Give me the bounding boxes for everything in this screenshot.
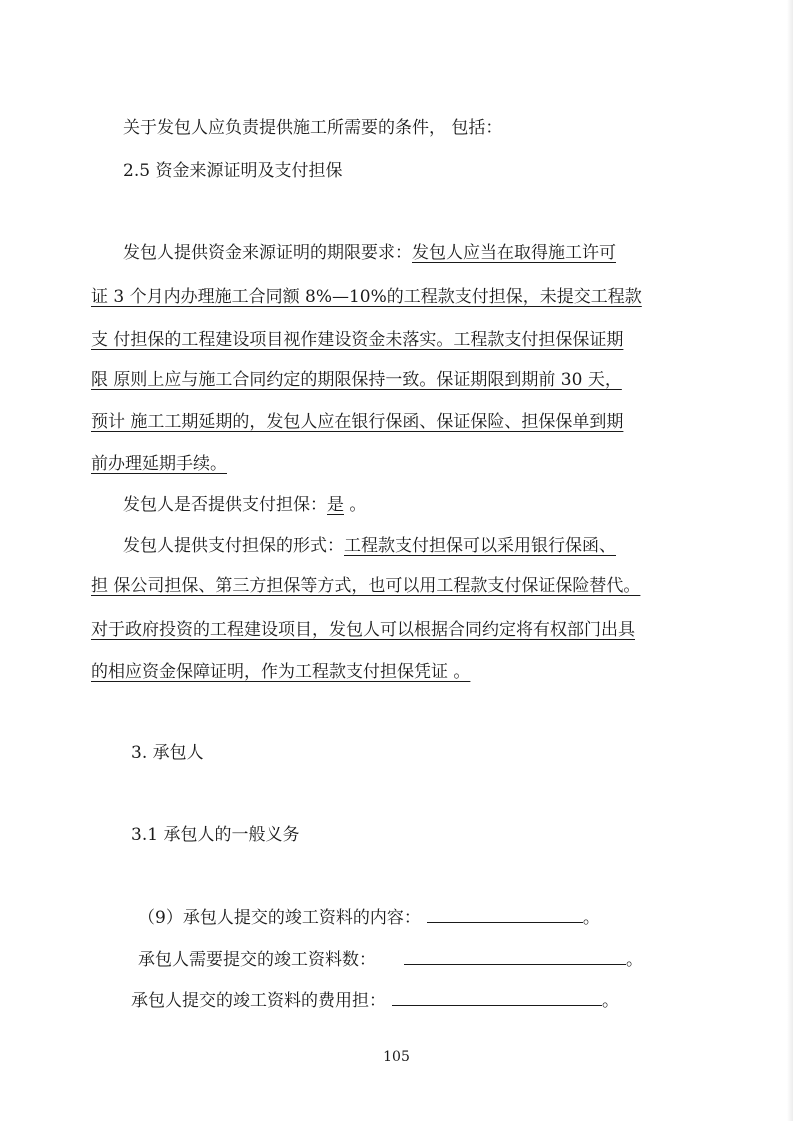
guarantee-provided-end: 。 [344,495,367,515]
completion-docs-count-blank[interactable] [404,950,626,965]
funding-proof-text: 发包人应当在取得施工许可 [412,243,616,263]
guarantee-provided [123,497,366,514]
guarantee-form-line-4: 的相应资金保障证明，作为工程款支付担保凭证 。 [91,662,471,682]
funding-proof-label: 发包人提供资金来源证明的期限要求： [123,243,412,263]
guarantee-form-line-2: 担 保公司担保、第三方担保等方式，也可以用工程款支付保证保险替代。 [91,576,641,596]
funding-proof-line-6: 前办理延期手续。 [91,454,227,474]
funding-proof-line-3: 支 付担保的工程建设项目视作建设资金未落实。工程款支付担保保证期 [91,330,624,350]
completion-docs-cost-blank[interactable] [392,991,602,1006]
completion-docs-content-label: （9）承包人提交的竣工资料的内容： [138,908,421,928]
funding-proof-line-4: 限 原则上应与施工合同约定的期限保持一致。保证期限到期前 30 天， [91,370,622,390]
completion-docs-cost [131,991,619,1010]
scan-edge-shadow [787,0,793,1121]
completion-docs-count [138,950,643,969]
funding-proof-line-5: 预计 施工工期延期的，发包人应在银行保函、保证保险、担保保单到期 [91,412,624,432]
page-number: 105 [383,1049,410,1065]
completion-docs-count-end: 。 [626,950,643,970]
guarantee-provided-value: 是 [327,495,344,515]
guarantee-form-line-1 [123,538,616,555]
completion-docs-content-blank[interactable] [427,908,583,923]
completion-docs-content [138,908,600,927]
completion-docs-count-label: 承包人需要提交的竣工资料数： [138,950,376,970]
guarantee-provided-label: 发包人是否提供支付担保： [123,495,327,515]
guarantee-form-text: 工程款支付担保可以采用银行保函、 [344,536,616,556]
funding-proof-line-2: 证 3 个月内办理施工合同额 8%—10%的工程款支付担保，未提交工程款 [91,287,642,307]
completion-docs-content-end: 。 [582,908,600,928]
section-3-heading: 3. 承包人 [131,743,204,763]
funding-proof-line-1 [123,245,616,262]
section-2-5-heading: 2.5 资金来源证明及支付担保 [123,161,343,181]
section-2-intro: 关于发包人应负责提供施工所需要的条件， 包括： [123,118,503,138]
completion-docs-cost-label: 承包人提交的竣工资料的费用担： [131,991,386,1011]
section-3-1-heading: 3.1 承包人的一般义务 [131,825,300,845]
guarantee-form-label: 发包人提供支付担保的形式： [123,536,344,556]
guarantee-form-line-3: 对于政府投资的工程建设项目，发包人可以根据合同约定将有权部门出具 [91,620,635,640]
completion-docs-cost-end: 。 [602,991,619,1011]
